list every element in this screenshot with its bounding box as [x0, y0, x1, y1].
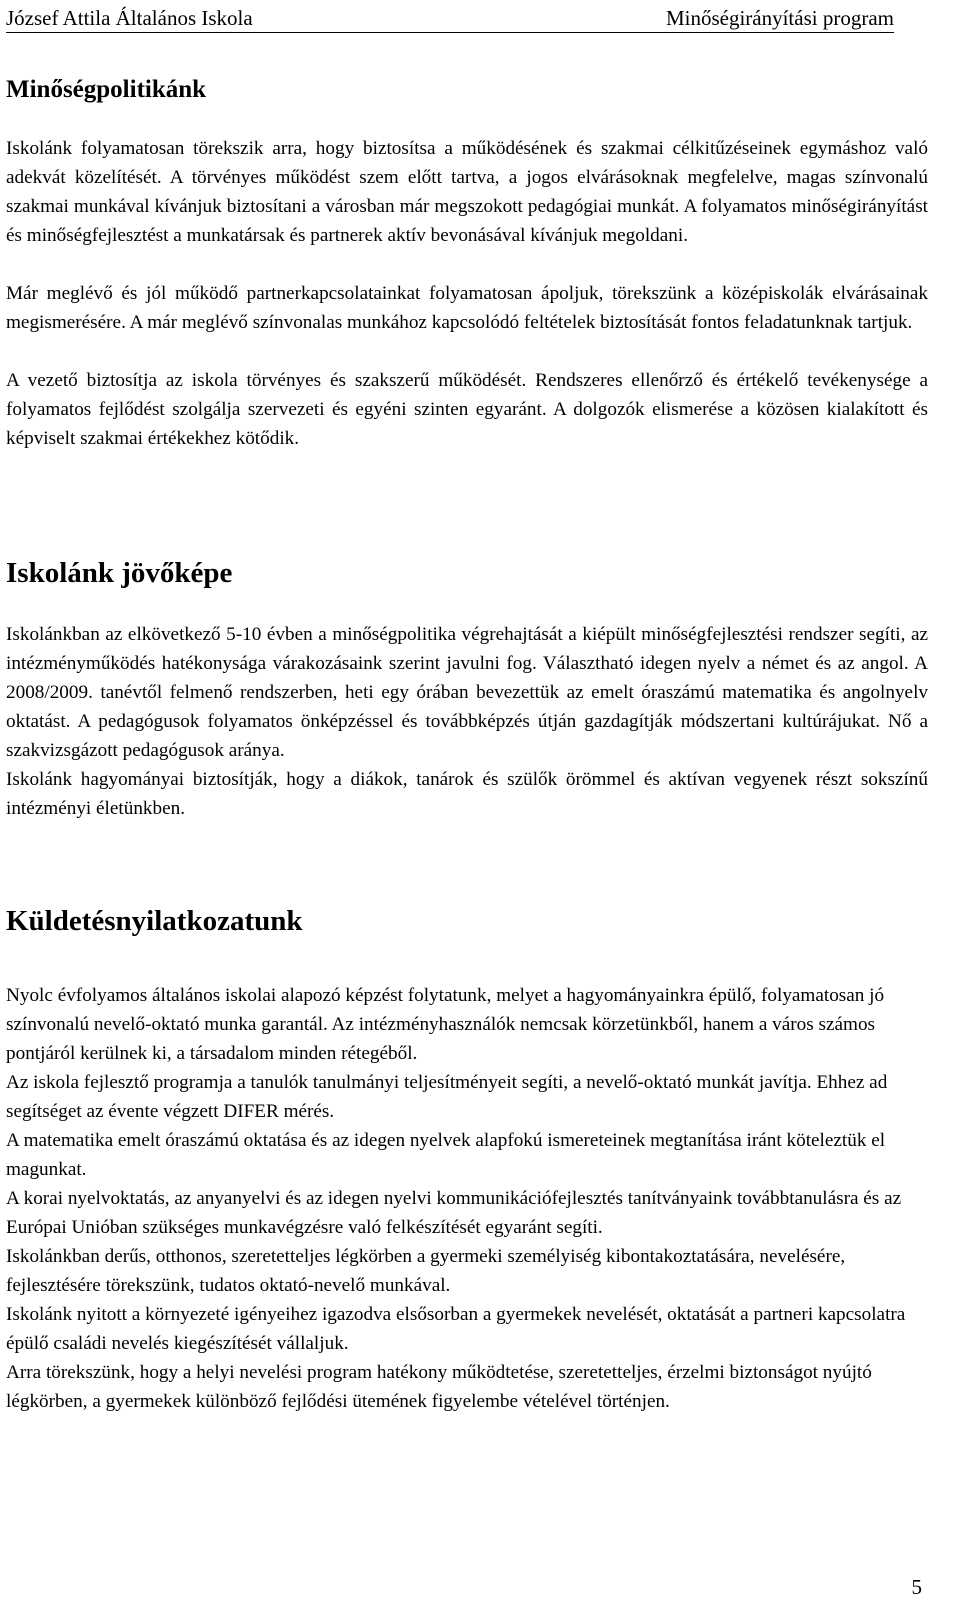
section-body-vision	[6, 620, 928, 823]
paragraph: Már meglévő és jól működő partnerkapcsolatainkat folyamatosan ápoljuk, törekszünk a középiskolák elvárásainak megismerésére. A már meglévő színvonalas munkához kapcsolódó feltételek biztosítását fontos feladatunknak tartjuk.	[6, 283, 928, 333]
section-body-quality-policy	[6, 134, 928, 453]
section-title-mission: Küldetésnyilatkozatunk	[6, 905, 303, 937]
section-title-quality-policy: Minőségpolitikánk	[6, 76, 207, 103]
section-body-mission	[6, 981, 928, 1416]
paragraph: Az iskola fejlesztő programja a tanulók tanulmányi teljesítményeit segíti, a nevelő-oktató munkát javítja. Ehhez ad segítséget az évente végzett DIFER mérés.	[6, 1072, 888, 1122]
header-school-name: József Attila Általános Iskola	[6, 6, 253, 30]
paragraph: Nyolc évfolyamos általános iskolai alapozó képzést folytatunk, melyet a hagyományainkra épülő, folyamatosan jó színvonalú nevelő-oktató munka garantál. Az intézményhasználók nemcsak körzetünkből, hanem a város számos pontjáról kerülnek ki, a társadalom minden rétegéből.	[6, 985, 885, 1064]
paragraph: A korai nyelvoktatás, az anyanyelvi és az idegen nyelvi kommunikációfejlesztés tanítványaink továbbtanulásra és az Európai Unióban szükséges munkavégzésre való felkészítését egyaránt segíti.	[6, 1188, 902, 1238]
page-header	[6, 4, 894, 33]
paragraph: Iskolánkban derűs, otthonos, szeretetteljes légkörben a gyermeki személyiség kibontakoztatására, nevelésére, fejlesztésére törekszünk, tudatos oktató-nevelő munkával.	[6, 1246, 846, 1296]
paragraph: Iskolánkban az elkövetkező 5-10 évben a minőségpolitika végrehajtását a kiépült minőségfejlesztési rendszer segíti, az intézményműködés hatékonysága várakozásaink szerint javulni fog. Választható idegen nyelv a német és az angol. A 2008/2009. tanévtől felmenő rendszerben, heti egy órában bevezettük az emelt óraszámú matematika és angolnyelv oktatást. A pedagógusok folyamatos önképzéssel és továbbképzés útján gazdagítják módszertani kultúrájukat. Nő a szakvizsgázott pedagógusok aránya.	[6, 624, 928, 761]
section-title-vision: Iskolánk jövőképe	[6, 557, 233, 589]
header-document-title: Minőségirányítási program	[665, 6, 894, 30]
paragraph: A vezető biztosítja az iskola törvényes és szakszerű működését. Rendszeres ellenőrző és értékelő tevékenysége a folyamatos fejlődést szolgálja szervezeti és egyéni szinten egyaránt. A dolgozók elismerése a közösen kialakított és képviselt szakmai értékekhez kötődik.	[6, 370, 928, 449]
document-page	[6, 0, 928, 1617]
paragraph: A matematika emelt óraszámú oktatása és az idegen nyelvek alapfokú ismereteinek megtanítása iránt köteleztük el magunkat.	[6, 1130, 886, 1180]
paragraph: Iskolánk nyitott a környezeté igényeihez igazodva elsősorban a gyermekek nevelését, oktatását a partneri kapcsolatra épülő családi nevelés kiegészítését vállaljuk.	[6, 1304, 906, 1354]
paragraph: Iskolánk hagyományai biztosítják, hogy a diákok, tanárok és szülők örömmel és aktívan vegyenek részt sokszínű intézményi életünkben.	[6, 769, 928, 819]
page-number: 5	[911, 1575, 922, 1599]
paragraph: Iskolánk folyamatosan törekszik arra, hogy biztosítsa a működésének és szakmai célkitűzéseinek egymáshoz való adekvát közelítését. A törvényes működést szem előtt tartva, a jogos elvárásoknak megfelelve, magas színvonalú szakmai munkával kívánjuk biztosítani a városban már megszokott pedagógiai munkát. A folyamatos minőségirányítást és minőségfejlesztést a munkatársak és partnerek aktív bevonásával kívánjuk megoldani.	[6, 138, 928, 246]
paragraph: Arra törekszünk, hogy a helyi nevelési program hatékony működtetése, szeretetteljes, érzelmi biztonságot nyújtó légkörben, a gyermekek különböző fejlődési ütemének figyelembe vételével történjen.	[6, 1362, 872, 1412]
